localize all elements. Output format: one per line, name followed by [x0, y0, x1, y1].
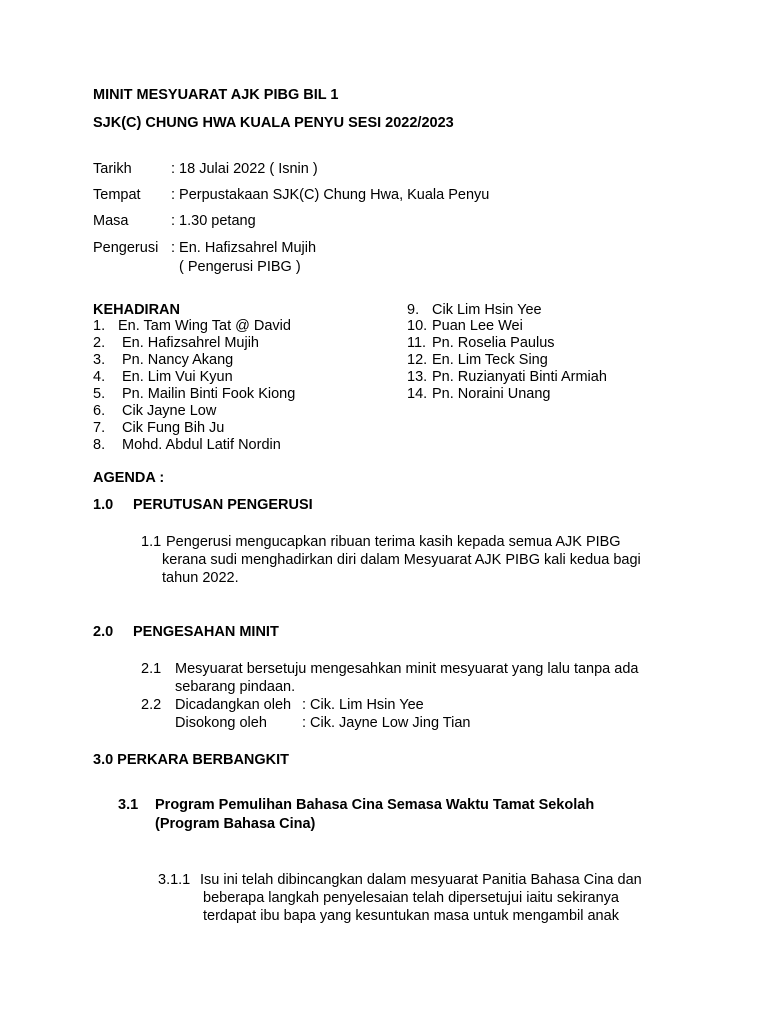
seconder-value: : Cik. Jayne Low Jing Tian — [302, 715, 471, 731]
item-text: sebarang pindaan. — [175, 679, 296, 695]
subsection-title: Program Pemulihan Bahasa Cina Semasa Waktu Tamat Sekolah — [155, 797, 595, 813]
attendance-heading: KEHADIRAN — [93, 302, 180, 318]
agenda-heading: AGENDA : — [93, 470, 165, 486]
attendee-number: 6. — [93, 403, 106, 419]
item-text: beberapa langkah penyelesaian telah dipersetujui iaitu sekiranya — [203, 890, 619, 906]
attendee-name: Cik Lim Hsin Yee — [432, 302, 542, 318]
attendee-number: 14. — [407, 386, 428, 402]
subsection-number: 3.1 — [118, 797, 139, 813]
venue-value: : Perpustakaan SJK(C) Chung Hwa, Kuala Penyu — [171, 187, 490, 203]
venue-label: Tempat — [93, 187, 141, 203]
attendee-number: 3. — [93, 352, 106, 368]
chairman-value: : En. Hafizsahrel Mujih — [171, 240, 317, 256]
attendee-name: En. Hafizsahrel Mujih — [122, 335, 259, 351]
attendee-number: 9. — [407, 302, 420, 318]
item-number: 2.2 — [141, 697, 162, 713]
section-title: PERUTUSAN PENGERUSI — [133, 497, 313, 513]
item-text: Isu ini telah dibincangkan dalam mesyuarat Panitia Bahasa Cina dan — [200, 872, 642, 888]
attendee-number: 13. — [407, 369, 428, 385]
attendee-name: Pn. Nancy Akang — [122, 352, 234, 368]
date-value: : 18 Julai 2022 ( Isnin ) — [171, 161, 318, 177]
attendee-name: Pn. Ruzianyati Binti Armiah — [432, 369, 607, 385]
attendee-name: Pn. Mailin Binti Fook Kiong — [122, 386, 296, 402]
subsection-title: (Program Bahasa Cina) — [155, 816, 316, 832]
attendee-number: 4. — [93, 369, 106, 385]
chairman-role: ( Pengerusi PIBG ) — [179, 259, 301, 275]
chairman-label: Pengerusi — [93, 240, 159, 256]
attendee-name: Pn. Noraini Unang — [432, 386, 551, 402]
attendee-number: 12. — [407, 352, 428, 368]
proposer-label: Dicadangkan oleh — [175, 697, 292, 713]
date-label: Tarikh — [93, 161, 132, 177]
attendee-name: Pn. Roselia Paulus — [432, 335, 555, 351]
attendee-number: 5. — [93, 386, 106, 402]
attendee-name: En. Lim Teck Sing — [432, 352, 548, 368]
section-title: PENGESAHAN MINIT — [133, 624, 279, 640]
time-value: : 1.30 petang — [171, 213, 256, 229]
item-text: terdapat ibu bapa yang kesuntukan masa untuk mengambil anak — [203, 908, 619, 924]
section-title: 3.0 PERKARA BERBANGKIT — [93, 752, 290, 768]
attendee-number: 11. — [407, 335, 427, 351]
attendee-number: 8. — [93, 437, 106, 453]
attendee-number: 7. — [93, 420, 106, 436]
attendee-number: 2. — [93, 335, 106, 351]
attendee-name: Puan Lee Wei — [432, 318, 523, 334]
item-number: 1.1 — [141, 534, 162, 550]
time-label: Masa — [93, 213, 129, 229]
item-text: tahun 2022. — [162, 570, 239, 586]
attendee-name: Cik Jayne Low — [122, 403, 217, 419]
document-title: MINIT MESYUARAT AJK PIBG BIL 1 — [93, 87, 339, 103]
section-number: 1.0 — [93, 497, 114, 513]
seconder-label: Disokong oleh — [175, 715, 267, 731]
proposer-value: : Cik. Lim Hsin Yee — [302, 697, 424, 713]
item-number: 3.1.1 — [158, 872, 191, 888]
item-text: Pengerusi mengucapkan ribuan terima kasih kepada semua AJK PIBG — [166, 534, 621, 550]
item-text: kerana sudi menghadirkan diri dalam Mesyuarat AJK PIBG kali kedua bagi — [162, 552, 641, 568]
attendee-number: 1. — [93, 318, 106, 334]
item-text: Mesyuarat bersetuju mengesahkan minit mesyuarat yang lalu tanpa ada — [175, 661, 639, 677]
item-number: 2.1 — [141, 661, 162, 677]
attendee-name: Mohd. Abdul Latif Nordin — [122, 437, 281, 453]
attendee-number: 10. — [407, 318, 428, 334]
attendee-name: En. Lim Vui Kyun — [122, 369, 233, 385]
section-number: 2.0 — [93, 624, 114, 640]
attendee-name: En. Tam Wing Tat @ David — [118, 318, 291, 334]
attendee-name: Cik Fung Bih Ju — [122, 420, 225, 436]
document-subtitle: SJK(C) CHUNG HWA KUALA PENYU SESI 2022/2023 — [93, 115, 454, 131]
